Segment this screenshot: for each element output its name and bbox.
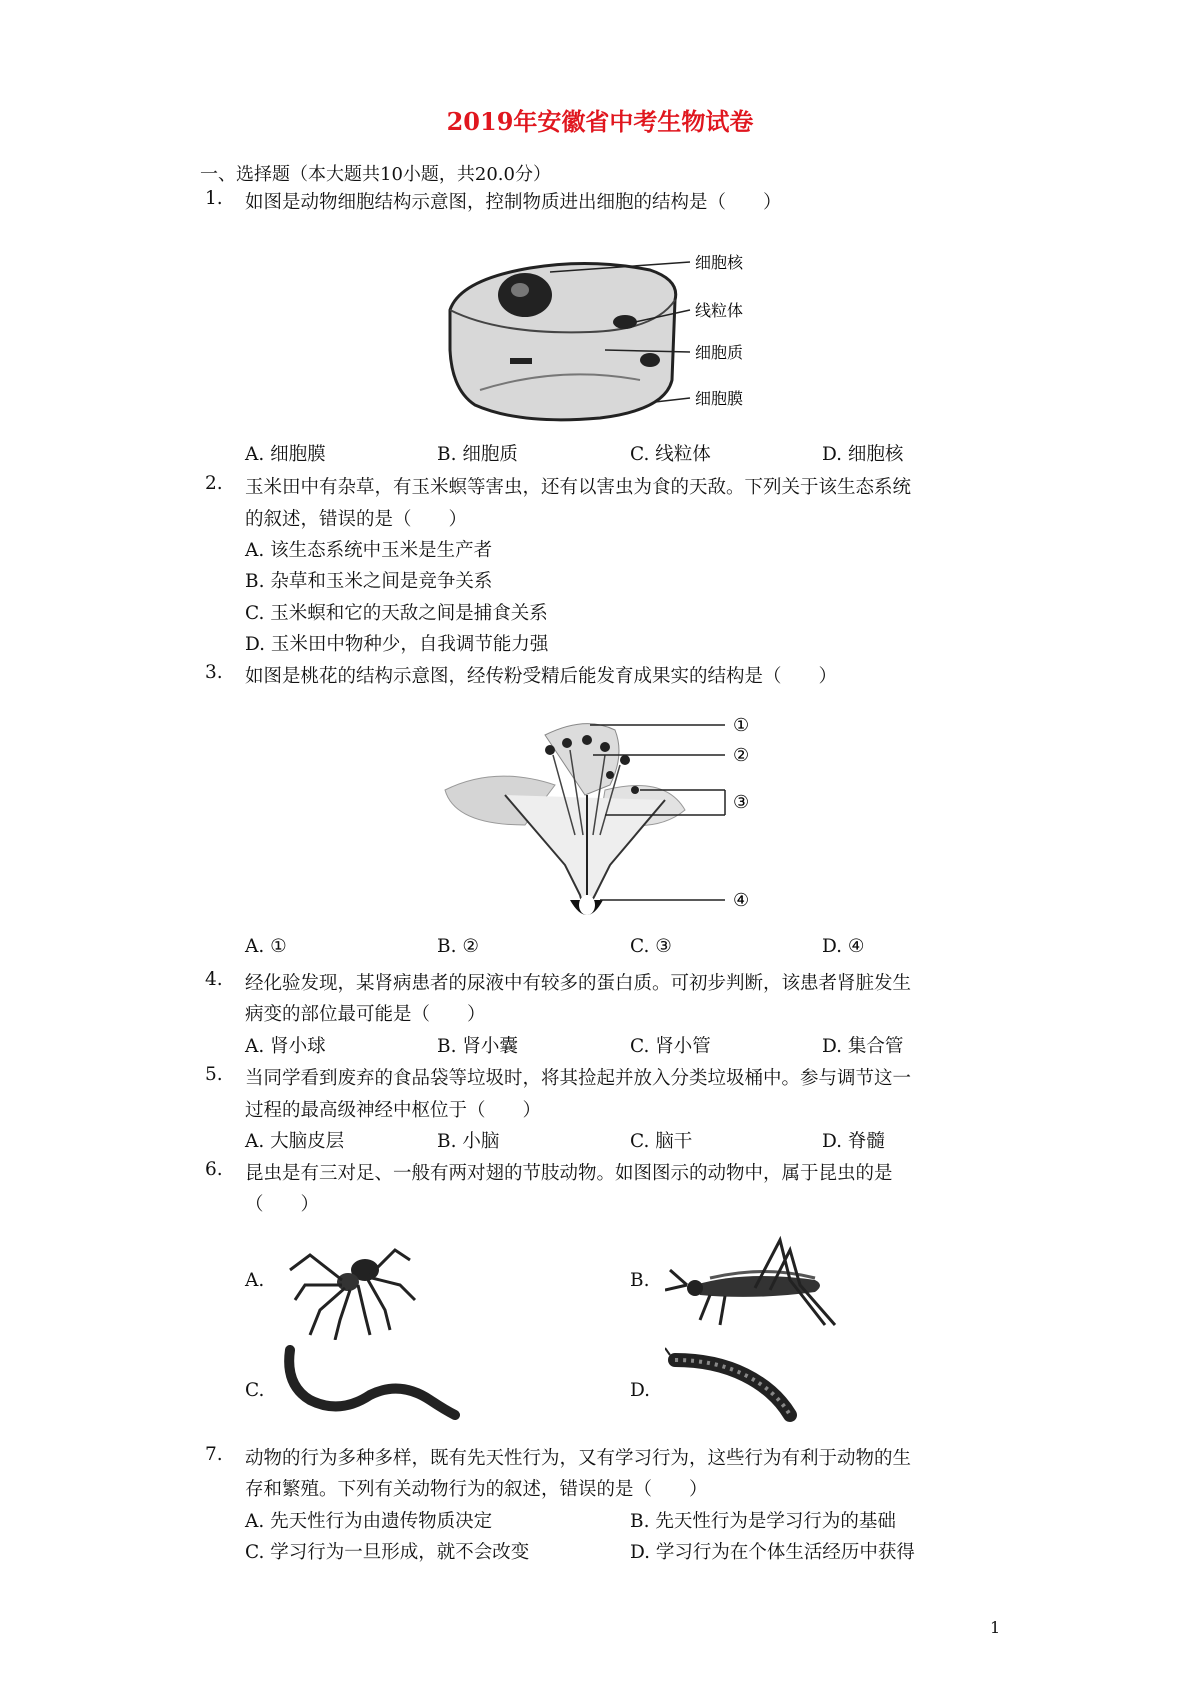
question-2-number: 2. bbox=[205, 473, 223, 494]
spider-icon[interactable] bbox=[280, 1230, 420, 1340]
question-6-number: 6. bbox=[205, 1159, 223, 1180]
question-3-option-c[interactable]: C. ③ bbox=[630, 936, 672, 957]
animal-cell-figure bbox=[440, 240, 770, 430]
question-4-number: 4. bbox=[205, 969, 223, 990]
question-7-option-b[interactable]: B. 先天性行为是学习行为的基础 bbox=[630, 1511, 896, 1532]
question-4-option-d[interactable]: D. 集合管 bbox=[822, 1036, 904, 1057]
question-2-option-d[interactable]: D. 玉米田中物种少，自我调节能力强 bbox=[245, 634, 549, 655]
question-7-option-d[interactable]: D. 学习行为在个体生活经历中获得 bbox=[630, 1542, 915, 1563]
earthworm-icon[interactable] bbox=[280, 1345, 460, 1425]
question-7-option-c[interactable]: C. 学习行为一旦形成，就不会改变 bbox=[245, 1542, 530, 1563]
question-7-text-line-2: 存和繁殖。下列有关动物行为的叙述，错误的是（ ） bbox=[245, 1479, 708, 1500]
question-5-number: 5. bbox=[205, 1064, 223, 1085]
flower-label-2: ② bbox=[733, 745, 750, 766]
question-2-option-c[interactable]: C. 玉米螟和它的天敌之间是捕食关系 bbox=[245, 603, 548, 624]
question-1-option-d[interactable]: D. 细胞核 bbox=[822, 444, 904, 465]
question-1-text: 如图是动物细胞结构示意图，控制物质进出细胞的结构是（ ） bbox=[245, 192, 782, 213]
question-1-number: 1. bbox=[205, 188, 223, 209]
question-7-text-line-1: 动物的行为多种多样，既有先天性行为，又有学习行为，这些行为有利于动物的生 bbox=[245, 1448, 912, 1469]
question-3-option-a[interactable]: A. ① bbox=[245, 936, 287, 957]
question-4-option-c[interactable]: C. 肾小管 bbox=[630, 1036, 711, 1057]
question-2-option-b[interactable]: B. 杂草和玉米之间是竞争关系 bbox=[245, 571, 493, 592]
page-title: 2019年安徽省中考生物试卷 bbox=[446, 107, 754, 136]
question-5-option-c[interactable]: C. 脑干 bbox=[630, 1131, 693, 1152]
question-4-option-a[interactable]: A. 肾小球 bbox=[245, 1036, 326, 1057]
question-1-option-c[interactable]: C. 线粒体 bbox=[630, 444, 711, 465]
question-5-text-line-1: 当同学看到废弃的食品袋等垃圾时，将其捡起并放入分类垃圾桶中。参与调节这一 bbox=[245, 1068, 912, 1089]
question-3-option-b[interactable]: B. ② bbox=[437, 936, 479, 957]
question-6-option-d[interactable]: D. bbox=[630, 1380, 651, 1401]
question-5-option-a[interactable]: A. 大脑皮层 bbox=[245, 1131, 345, 1152]
question-6-option-a[interactable]: A. bbox=[245, 1270, 265, 1291]
question-3-text: 如图是桃花的结构示意图，经传粉受精后能发育成果实的结构是（ ） bbox=[245, 666, 838, 687]
question-2-option-a[interactable]: A. 该生态系统中玉米是生产者 bbox=[245, 540, 493, 561]
flower-label-4: ④ bbox=[733, 890, 750, 911]
question-3-number: 3. bbox=[205, 662, 223, 683]
question-4-option-b[interactable]: B. 肾小囊 bbox=[437, 1036, 518, 1057]
question-7-option-a[interactable]: A. 先天性行为由遗传物质决定 bbox=[245, 1511, 493, 1532]
centipede-icon[interactable] bbox=[665, 1345, 805, 1425]
question-5-option-b[interactable]: B. 小脑 bbox=[437, 1131, 500, 1152]
question-2-text-line-2: 的叙述，错误的是（ ） bbox=[245, 509, 468, 530]
question-6-option-b[interactable]: B. bbox=[630, 1270, 650, 1291]
question-3-option-d[interactable]: D. ④ bbox=[822, 936, 865, 957]
cell-label-mitochondria: 线粒体 bbox=[695, 301, 744, 320]
flower-label-1: ① bbox=[733, 715, 750, 736]
cell-label-membrane: 细胞膜 bbox=[695, 389, 744, 408]
question-4-text-line-1: 经化验发现，某肾病患者的尿液中有较多的蛋白质。可初步判断，该患者肾脏发生 bbox=[245, 973, 912, 994]
question-1-option-a[interactable]: A. 细胞膜 bbox=[245, 444, 326, 465]
question-2-text-line-1: 玉米田中有杂草，有玉米螟等害虫，还有以害虫为食的天敌。下列关于该生态系统 bbox=[245, 477, 912, 498]
cell-label-cytoplasm: 细胞质 bbox=[695, 343, 744, 362]
peach-flower-figure bbox=[435, 715, 785, 925]
flower-label-3: ③ bbox=[733, 792, 750, 813]
grasshopper-icon[interactable] bbox=[665, 1230, 845, 1330]
question-6-text-line-2: （ ） bbox=[245, 1194, 320, 1215]
question-5-option-d[interactable]: D. 脊髓 bbox=[822, 1131, 885, 1152]
question-5-text-line-2: 过程的最高级神经中枢位于（ ） bbox=[245, 1100, 542, 1121]
question-1-option-b[interactable]: B. 细胞质 bbox=[437, 444, 518, 465]
question-7-number: 7. bbox=[205, 1444, 223, 1465]
question-4-text-line-2: 病变的部位最可能是（ ） bbox=[245, 1004, 486, 1025]
section-heading: 一、选择题（本大题共10小题，共20.0分） bbox=[200, 164, 551, 185]
question-6-option-c[interactable]: C. bbox=[245, 1380, 265, 1401]
page-number: 1 bbox=[990, 1618, 1001, 1637]
cell-label-nucleus: 细胞核 bbox=[695, 253, 744, 272]
question-6-text-line-1: 昆虫是有三对足、一般有两对翅的节肢动物。如图图示的动物中，属于昆虫的是 bbox=[245, 1163, 893, 1184]
